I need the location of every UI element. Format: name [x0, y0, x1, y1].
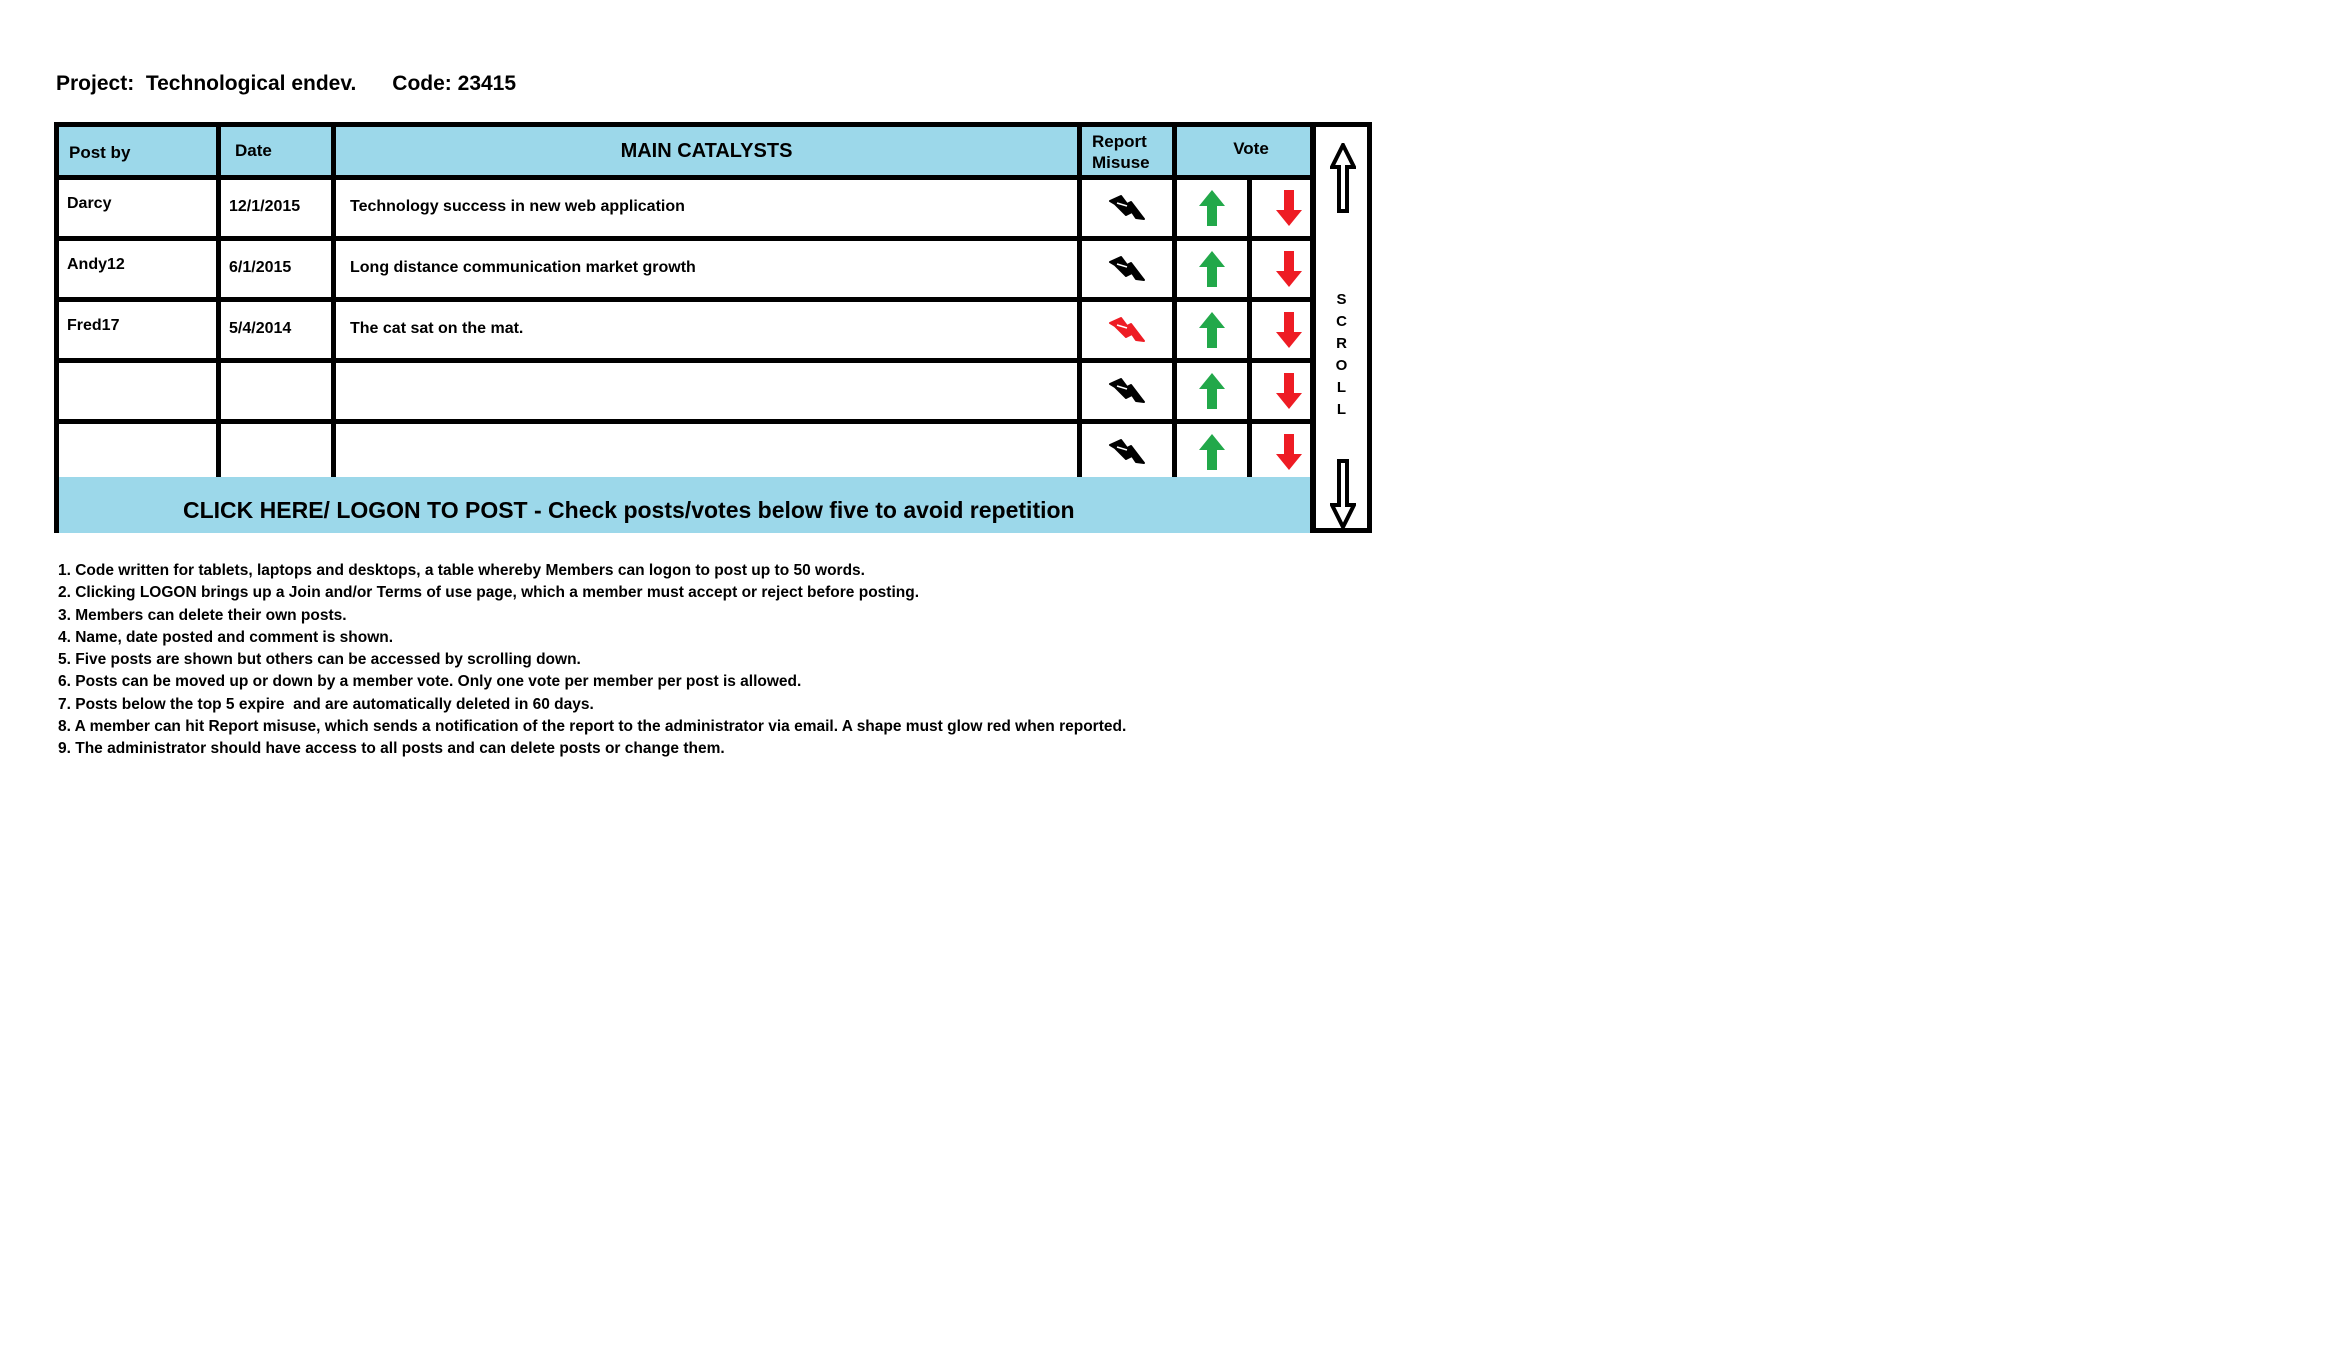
- vote-up-button[interactable]: [1177, 363, 1252, 419]
- report-misuse-button[interactable]: [1082, 424, 1177, 480]
- project-label: Project:: [56, 72, 135, 95]
- table-row: [59, 241, 1325, 302]
- post-text: [336, 424, 1082, 480]
- post-author: [59, 363, 221, 419]
- requirement-item: 5. Five posts are shown but others can be accessed by scrolling down.: [58, 651, 581, 669]
- table-row: [59, 424, 1325, 485]
- post-text: [336, 363, 1082, 419]
- vote-up-button[interactable]: [1177, 241, 1252, 297]
- post-author: Fred17: [59, 302, 221, 358]
- vote-up-arrow-icon[interactable]: [1198, 310, 1226, 350]
- report-flag-icon[interactable]: [1107, 436, 1147, 468]
- vote-up-button[interactable]: [1177, 424, 1252, 480]
- vote-up-arrow-icon[interactable]: [1198, 249, 1226, 289]
- vote-up-button[interactable]: [1177, 180, 1252, 236]
- requirement-item: 8. A member can hit Report misuse, which sends a notification of the report to the administrator via email. A shape must glow red when reported.: [58, 718, 1127, 736]
- vote-up-arrow-icon[interactable]: [1198, 188, 1226, 228]
- requirements-list: [58, 560, 1126, 761]
- project-code: 23415: [457, 72, 517, 95]
- vote-down-arrow-icon[interactable]: [1275, 371, 1303, 411]
- report-flag-icon[interactable]: [1107, 375, 1147, 407]
- header-vote: Vote: [1177, 127, 1325, 177]
- scroll-letter: R: [1336, 335, 1347, 352]
- report-misuse-button[interactable]: [1082, 180, 1177, 236]
- post-date: 12/1/2015: [221, 180, 336, 236]
- vote-down-arrow-icon[interactable]: [1275, 432, 1303, 472]
- scroll-up-arrow-icon[interactable]: [1330, 143, 1356, 213]
- report-flag-icon[interactable]: [1107, 192, 1147, 224]
- post-date: 6/1/2015: [221, 241, 336, 297]
- header-date: Date: [221, 127, 336, 177]
- report-flag-icon[interactable]: [1107, 253, 1147, 285]
- vote-down-arrow-icon[interactable]: [1275, 310, 1303, 350]
- post-date: 5/4/2014: [221, 302, 336, 358]
- requirement-item: 9. The administrator should have access to all posts and can delete posts or change them.: [58, 740, 725, 758]
- project-name: Technological endev.: [145, 72, 357, 95]
- scroll-letter: L: [1336, 379, 1347, 396]
- scroll-letter: S: [1336, 291, 1347, 308]
- requirement-item: 6. Posts can be moved up or down by a member vote. Only one vote per member per post is allowed.: [58, 673, 802, 691]
- vote-up-arrow-icon[interactable]: [1198, 432, 1226, 472]
- post-text: Technology success in new web application: [336, 180, 1082, 236]
- requirement-item: 4. Name, date posted and comment is shown.: [58, 628, 394, 646]
- requirement-item: 7. Posts below the top 5 expire and are automatically deleted in 60 days.: [58, 695, 594, 713]
- post-date: [221, 424, 336, 480]
- report-misuse-button[interactable]: [1082, 241, 1177, 297]
- scroll-letter: L: [1336, 401, 1347, 418]
- post-author: Andy12: [59, 241, 221, 297]
- table-row: [59, 302, 1325, 363]
- logon-to-post-button[interactable]: CLICK HERE/ LOGON TO POST - Check posts/votes below five to avoid repetition: [59, 477, 1325, 533]
- scroll-letter: C: [1336, 313, 1347, 330]
- report-flag-icon[interactable]: [1107, 314, 1147, 346]
- scroll-label: [1316, 289, 1367, 421]
- requirement-item: 3. Members can delete their own posts.: [58, 606, 347, 624]
- post-author: [59, 424, 221, 480]
- post-author: Darcy: [59, 180, 221, 236]
- project-header: [56, 72, 516, 96]
- header-main-catalysts: MAIN CATALYSTS: [336, 127, 1082, 177]
- vote-down-arrow-icon[interactable]: [1275, 249, 1303, 289]
- header-post-by: Post by: [59, 127, 221, 177]
- scroll-down-arrow-icon[interactable]: [1330, 459, 1356, 529]
- vote-up-button[interactable]: [1177, 302, 1252, 358]
- code-label: Code:: [392, 72, 452, 95]
- post-text: The cat sat on the mat.: [336, 302, 1082, 358]
- report-misuse-button[interactable]: [1082, 363, 1177, 419]
- posts-table: [54, 122, 1320, 533]
- post-text: Long distance communication market growth: [336, 241, 1082, 297]
- header-report-misuse: Report Misuse: [1082, 127, 1177, 177]
- requirement-item: 1. Code written for tablets, laptops and desktops, a table whereby Members can logon to post up to 50 words.: [58, 562, 865, 579]
- report-misuse-button[interactable]: [1082, 302, 1177, 358]
- scroll-bar[interactable]: [1310, 122, 1372, 533]
- vote-up-arrow-icon[interactable]: [1198, 371, 1226, 411]
- requirement-item: 2. Clicking LOGON brings up a Join and/or Terms of use page, which a member must accept or reject before posting.: [58, 584, 919, 602]
- table-row: [59, 363, 1325, 424]
- vote-down-arrow-icon[interactable]: [1275, 188, 1303, 228]
- scroll-letter: O: [1335, 357, 1348, 374]
- post-date: [221, 363, 336, 419]
- table-row: [59, 180, 1325, 241]
